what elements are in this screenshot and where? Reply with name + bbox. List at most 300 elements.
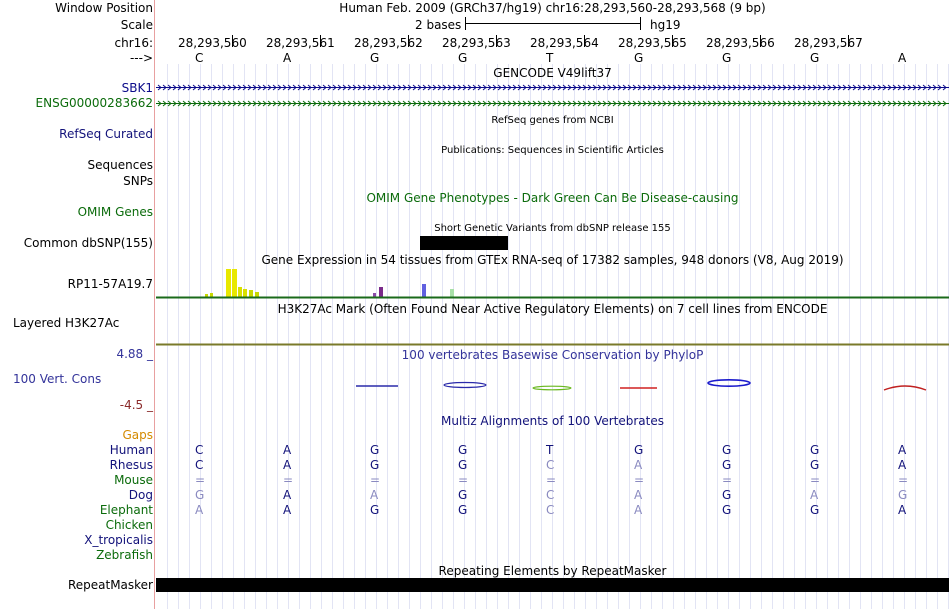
species-label[interactable]: Zebrafish: [96, 548, 153, 562]
species-base: A: [283, 443, 292, 457]
strand-chevron: [938, 101, 941, 106]
strand-chevron: [758, 85, 761, 90]
strand-chevron: [418, 101, 421, 106]
strand-chevron: [893, 85, 896, 90]
strand-chevron: [603, 101, 606, 106]
species-label[interactable]: X_tropicalis: [84, 533, 153, 547]
species-base: G: [722, 488, 732, 502]
strand-chevron: [588, 101, 591, 106]
strand-chevron: [708, 101, 711, 106]
strand-chevron: [863, 85, 866, 90]
strand-chevron: [298, 101, 301, 106]
sbk1-gene-feature: [156, 85, 949, 90]
gene-label-ensg[interactable]: ENSG00000283662: [35, 96, 153, 110]
species-base: G: [722, 443, 732, 457]
strand-chevron: [183, 101, 186, 106]
gtex-tissue-bar: [232, 269, 237, 297]
strand-chevron: [168, 85, 171, 90]
strand-chevron: [413, 101, 416, 106]
species-label[interactable]: Chicken: [105, 518, 153, 532]
gtex-tissue-bar: [205, 294, 208, 297]
strand-chevron: [498, 85, 501, 90]
strand-chevron: [233, 101, 236, 106]
strand-chevron: [693, 85, 696, 90]
gencode-track-title: GENCODE V49lift37: [493, 66, 612, 80]
strand-chevron: [653, 85, 656, 90]
strand-chevron: [633, 85, 636, 90]
strand-chevron: [723, 85, 726, 90]
strand-chevron: [258, 85, 261, 90]
strand-chevron: [248, 101, 251, 106]
strand-chevron: [548, 101, 551, 106]
strand-chevron: [543, 101, 546, 106]
species-base: G: [810, 503, 820, 517]
species-base: =: [458, 473, 469, 487]
strand-chevron: [438, 101, 441, 106]
strand-chevron: [648, 101, 651, 106]
strand-chevron: [388, 101, 391, 106]
strand-chevron: [343, 101, 346, 106]
species-base: =: [195, 473, 206, 487]
species-base: C: [546, 503, 555, 517]
phylop-track-label[interactable]: 100 Vert. Cons: [13, 372, 102, 386]
strand-chevron: [423, 85, 426, 90]
strand-chevron: [903, 85, 906, 90]
base-letter: G: [370, 51, 380, 65]
strand-chevron: [363, 101, 366, 106]
strand-chevron: [838, 85, 841, 90]
strand-chevron: [938, 85, 941, 90]
h3k27ac-track-title: H3K27Ac Mark (Often Found Near Active Regulatory Elements) on 7 cell lines from ENCODE: [277, 302, 828, 316]
strand-chevron: [568, 101, 571, 106]
strand-chevron: [623, 101, 626, 106]
strand-chevron: [618, 85, 621, 90]
strand-chevron: [573, 85, 576, 90]
species-base: A: [898, 443, 907, 457]
strand-chevron: [398, 85, 401, 90]
strand-chevron: [763, 85, 766, 90]
species-base: G: [458, 503, 468, 517]
strand-chevron: [778, 101, 781, 106]
strand-label: --->: [129, 51, 153, 65]
strand-chevron: [533, 101, 536, 106]
strand-chevron: [353, 85, 356, 90]
species-base: =: [810, 473, 821, 487]
strand-chevron: [403, 85, 406, 90]
strand-chevron: [813, 85, 816, 90]
repeatmasker-track-title: Repeating Elements by RepeatMasker: [438, 564, 667, 578]
strand-chevron: [223, 101, 226, 106]
strand-chevron: [173, 85, 176, 90]
strand-chevron: [528, 85, 531, 90]
strand-chevron: [638, 85, 641, 90]
species-base: C: [546, 458, 555, 472]
strand-chevron: [248, 85, 251, 90]
gene-label-sbk1[interactable]: SBK1: [121, 81, 153, 95]
strand-chevron: [628, 101, 631, 106]
strand-chevron: [918, 101, 921, 106]
strand-chevron: [583, 85, 586, 90]
strand-chevron: [228, 85, 231, 90]
strand-chevron: [933, 85, 936, 90]
strand-chevron: [448, 101, 451, 106]
strand-chevron: [498, 101, 501, 106]
window-position-text: Human Feb. 2009 (GRCh37/hg19) chr16:28,293,560-28,293,568 (9 bp): [339, 1, 766, 15]
strand-chevron: [648, 85, 651, 90]
strand-chevron: [278, 85, 281, 90]
strand-chevron: [528, 101, 531, 106]
species-base: G: [370, 443, 380, 457]
coordinate-label: 28,293,560: [178, 36, 247, 50]
strand-chevron: [363, 85, 366, 90]
strand-chevron: [943, 101, 946, 106]
strand-chevron: [493, 85, 496, 90]
strand-chevron: [633, 101, 636, 106]
base-letter: G: [634, 51, 644, 65]
refseq-track-title: RefSeq genes from NCBI: [491, 115, 614, 126]
strand-chevron: [208, 85, 211, 90]
strand-chevron: [223, 85, 226, 90]
species-base: A: [634, 458, 643, 472]
strand-chevron: [438, 85, 441, 90]
strand-chevron: [873, 85, 876, 90]
strand-chevron: [263, 101, 266, 106]
species-base: C: [195, 443, 204, 457]
strand-chevron: [373, 101, 376, 106]
strand-chevron: [803, 101, 806, 106]
strand-chevron: [743, 85, 746, 90]
strand-chevron: [288, 101, 291, 106]
strand-chevron: [943, 85, 946, 90]
strand-chevron: [478, 101, 481, 106]
strand-chevron: [383, 101, 386, 106]
strand-chevron: [203, 85, 206, 90]
strand-chevron: [658, 85, 661, 90]
strand-chevron: [418, 85, 421, 90]
gtex-track-label[interactable]: RP11-57A19.7: [67, 277, 153, 291]
strand-chevron: [898, 85, 901, 90]
strand-chevron: [208, 101, 211, 106]
strand-chevron: [258, 101, 261, 106]
strand-chevron: [538, 85, 541, 90]
strand-chevron: [383, 85, 386, 90]
species-base: G: [722, 503, 732, 517]
strand-chevron: [203, 101, 206, 106]
repeatmasker-element-bar: [156, 578, 949, 592]
strand-chevron: [798, 101, 801, 106]
strand-chevron: [328, 85, 331, 90]
strand-chevron: [808, 101, 811, 106]
species-base: A: [283, 458, 292, 472]
strand-chevron: [768, 101, 771, 106]
gtex-tissue-bar: [373, 293, 376, 297]
strand-chevron: [358, 101, 361, 106]
strand-chevron: [243, 85, 246, 90]
gtex-tissue-bar: [210, 293, 213, 297]
strand-chevron: [758, 101, 761, 106]
strand-chevron: [558, 101, 561, 106]
species-base: =: [722, 473, 733, 487]
snps-track-label[interactable]: SNPs: [123, 174, 153, 188]
strand-chevron: [538, 101, 541, 106]
gtex-tissue-bar: [422, 284, 426, 297]
strand-chevron: [793, 85, 796, 90]
strand-chevron: [408, 101, 411, 106]
publications-track-title: Publications: Sequences in Scientific Articles: [441, 145, 664, 156]
strand-chevron: [783, 85, 786, 90]
species-base: G: [458, 443, 468, 457]
strand-chevron: [253, 101, 256, 106]
strand-chevron: [723, 101, 726, 106]
strand-chevron: [318, 85, 321, 90]
strand-chevron: [618, 101, 621, 106]
coordinate-label: 28,293,562: [354, 36, 423, 50]
strand-chevron: [568, 85, 571, 90]
strand-chevron: [468, 85, 471, 90]
strand-chevron: [668, 101, 671, 106]
species-base: A: [283, 488, 292, 502]
strand-chevron: [713, 85, 716, 90]
strand-chevron: [193, 101, 196, 106]
strand-chevron: [928, 101, 931, 106]
strand-chevron: [508, 101, 511, 106]
strand-chevron: [643, 101, 646, 106]
strand-chevron: [778, 85, 781, 90]
strand-chevron: [488, 85, 491, 90]
coordinate-label: 28,293,567: [794, 36, 863, 50]
strand-chevron: [853, 101, 856, 106]
strand-chevron: [273, 101, 276, 106]
strand-chevron: [908, 85, 911, 90]
strand-chevron: [523, 85, 526, 90]
strand-chevron: [503, 85, 506, 90]
strand-chevron: [443, 85, 446, 90]
strand-chevron: [658, 101, 661, 106]
strand-chevron: [593, 85, 596, 90]
h3k27ac-track-label[interactable]: Layered H3K27Ac: [13, 316, 120, 330]
strand-chevron: [188, 85, 191, 90]
strand-chevron: [373, 85, 376, 90]
coordinate-label: 28,293,566: [706, 36, 775, 50]
strand-chevron: [663, 101, 666, 106]
strand-chevron: [483, 101, 486, 106]
strand-chevron: [283, 101, 286, 106]
strand-chevron: [458, 85, 461, 90]
strand-chevron: [513, 101, 516, 106]
strand-chevron: [488, 101, 491, 106]
strand-chevron: [913, 85, 916, 90]
strand-chevron: [673, 101, 676, 106]
strand-chevron: [728, 101, 731, 106]
strand-chevron: [878, 85, 881, 90]
strand-chevron: [678, 85, 681, 90]
label-gutter-divider: [154, 0, 155, 609]
strand-chevron: [863, 101, 866, 106]
strand-chevron: [823, 101, 826, 106]
omim-track-label[interactable]: OMIM Genes: [77, 205, 153, 219]
strand-chevron: [508, 85, 511, 90]
strand-chevron: [728, 85, 731, 90]
strand-chevron: [393, 101, 396, 106]
strand-chevron: [543, 85, 546, 90]
strand-chevron: [788, 85, 791, 90]
strand-chevron: [338, 101, 341, 106]
strand-chevron: [333, 101, 336, 106]
gtex-track-title: Gene Expression in 54 tissues from GTEx RNA-seq of 17382 samples, 948 donors (V8, Aug 2019): [261, 253, 844, 267]
multiz-track-title: Multiz Alignments of 100 Vertebrates: [440, 414, 665, 428]
species-base: A: [283, 503, 292, 517]
strand-chevron: [468, 101, 471, 106]
phylop-max-value: 4.88 _: [116, 347, 153, 361]
strand-chevron: [738, 85, 741, 90]
strand-chevron: [858, 85, 861, 90]
strand-chevron: [378, 85, 381, 90]
coordinate-label: 28,293,565: [618, 36, 687, 50]
species-label[interactable]: Dog: [128, 488, 153, 502]
strand-chevron: [283, 85, 286, 90]
strand-chevron: [678, 101, 681, 106]
strand-chevron: [853, 85, 856, 90]
strand-chevron: [888, 85, 891, 90]
strand-chevron: [523, 101, 526, 106]
strand-chevron: [273, 85, 276, 90]
chrom-label: chr16:: [114, 36, 153, 50]
species-label[interactable]: Elephant: [99, 503, 153, 517]
strand-chevron: [218, 85, 221, 90]
strand-chevron: [358, 85, 361, 90]
strand-chevron: [188, 101, 191, 106]
strand-chevron: [368, 85, 371, 90]
strand-chevron: [808, 85, 811, 90]
species-label[interactable]: Rhesus: [109, 458, 153, 472]
strand-chevron: [573, 101, 576, 106]
strand-chevron: [578, 85, 581, 90]
phylop-score-mark: [444, 383, 486, 388]
strand-chevron: [563, 85, 566, 90]
strand-chevron: [218, 101, 221, 106]
strand-chevron: [923, 101, 926, 106]
species-base: A: [634, 503, 643, 517]
strand-chevron: [433, 101, 436, 106]
strand-chevron: [683, 85, 686, 90]
strand-chevron: [548, 85, 551, 90]
strand-chevron: [603, 85, 606, 90]
strand-chevron: [623, 85, 626, 90]
strand-chevron: [888, 101, 891, 106]
strand-chevron: [858, 101, 861, 106]
strand-chevron: [378, 101, 381, 106]
dbsnp-track-title: Short Genetic Variants from dbSNP release 155: [434, 223, 671, 234]
species-label[interactable]: Human: [109, 443, 153, 457]
coordinate-label: 28,293,564: [530, 36, 599, 50]
strand-chevron: [453, 101, 456, 106]
strand-chevron: [628, 85, 631, 90]
strand-chevron: [878, 101, 881, 106]
base-letter: A: [283, 51, 292, 65]
gtex-tissue-bar: [226, 269, 231, 297]
strand-chevron: [553, 85, 556, 90]
strand-chevron: [608, 101, 611, 106]
strand-chevron: [698, 101, 701, 106]
strand-chevron: [178, 85, 181, 90]
strand-chevron: [783, 101, 786, 106]
sequences-track-label[interactable]: Sequences: [87, 158, 153, 172]
strand-chevron: [163, 101, 166, 106]
strand-chevron: [613, 101, 616, 106]
phylop-min-value: -4.5 _: [119, 398, 153, 412]
strand-chevron: [443, 101, 446, 106]
strand-chevron: [303, 85, 306, 90]
gtex-tissue-bar: [450, 289, 454, 297]
strand-chevron: [918, 85, 921, 90]
species-base: =: [283, 473, 294, 487]
strand-chevron: [733, 85, 736, 90]
strand-chevron: [653, 101, 656, 106]
base-letter: G: [722, 51, 732, 65]
strand-chevron: [843, 101, 846, 106]
strand-chevron: [718, 101, 721, 106]
strand-chevron: [483, 85, 486, 90]
strand-chevron: [168, 101, 171, 106]
strand-chevron: [403, 101, 406, 106]
phylop-score-mark: [533, 386, 571, 390]
gtex-tissue-bar: [379, 287, 383, 297]
strand-chevron: [198, 85, 201, 90]
strand-chevron: [923, 85, 926, 90]
strand-chevron: [388, 85, 391, 90]
dbsnp-track-label[interactable]: Common dbSNP(155): [23, 236, 153, 250]
strand-chevron: [818, 101, 821, 106]
strand-chevron: [763, 101, 766, 106]
species-base: G: [898, 488, 908, 502]
species-label[interactable]: Mouse: [114, 473, 153, 487]
phylop-score-mark: [708, 380, 750, 386]
strand-chevron: [588, 85, 591, 90]
strand-chevron: [158, 101, 161, 106]
strand-chevron: [553, 101, 556, 106]
strand-chevron: [698, 85, 701, 90]
strand-chevron: [893, 101, 896, 106]
strand-chevron: [688, 101, 691, 106]
strand-chevron: [198, 101, 201, 106]
strand-chevron: [683, 101, 686, 106]
strand-chevron: [308, 101, 311, 106]
strand-chevron: [638, 101, 641, 106]
strand-chevron: [268, 101, 271, 106]
strand-chevron: [393, 85, 396, 90]
strand-chevron: [353, 101, 356, 106]
ensg-gene-feature: [156, 101, 949, 106]
strand-chevron: [868, 85, 871, 90]
refseq-track-label[interactable]: RefSeq Curated: [59, 127, 153, 141]
phylop-score-mark: [884, 386, 926, 390]
strand-chevron: [773, 101, 776, 106]
strand-chevron: [213, 85, 216, 90]
species-base: G: [634, 443, 644, 457]
strand-chevron: [343, 85, 346, 90]
assembly-text: hg19: [650, 18, 681, 32]
dbsnp-variant-block: [420, 236, 508, 250]
strand-chevron: [173, 101, 176, 106]
strand-chevron: [673, 85, 676, 90]
strand-chevron: [848, 85, 851, 90]
strand-chevron: [348, 85, 351, 90]
strand-chevron: [398, 101, 401, 106]
strand-chevron: [453, 85, 456, 90]
gaps-label[interactable]: Gaps: [122, 428, 153, 442]
repeatmasker-track-label[interactable]: RepeatMasker: [67, 578, 153, 592]
strand-chevron: [773, 85, 776, 90]
